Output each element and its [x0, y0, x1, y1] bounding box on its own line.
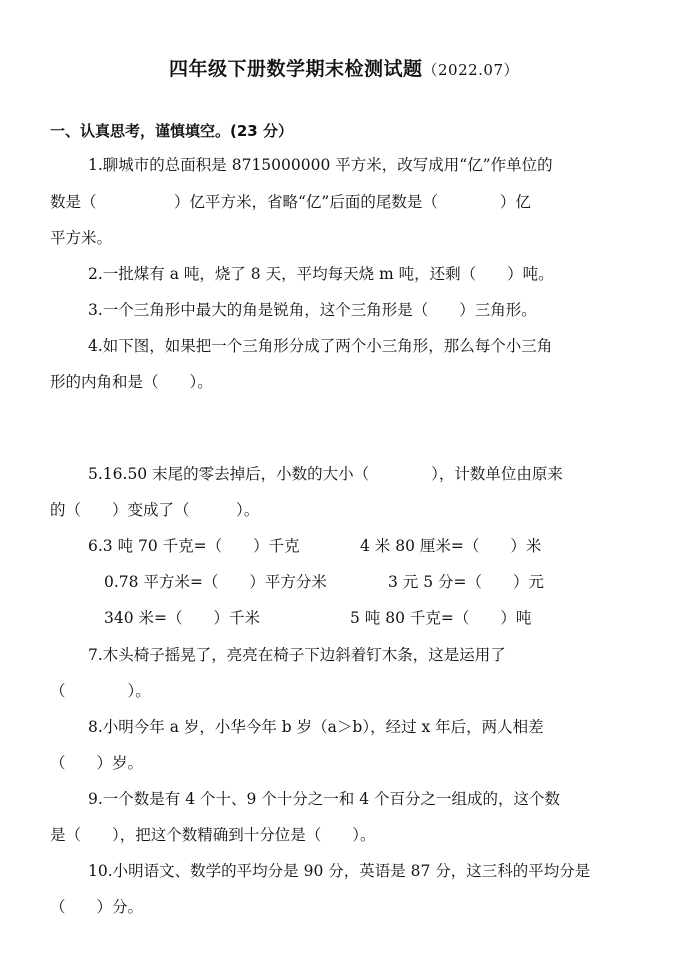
section-heading: 一、认真思考，谨慎填空。(23 分）: [50, 122, 293, 140]
question-6-row-3-right: 5 吨 80 千克=（ ）吨: [350, 609, 532, 627]
question-3: 3.一个三角形中最大的角是锐角，这个三角形是（ ）三角形。: [88, 301, 537, 319]
question-2: 2.一批煤有 a 吨，烧了 8 天，平均每天烧 m 吨，还剩（ ）吨。: [88, 265, 554, 283]
title-text: 四年级下册数学期末检测试题: [168, 58, 423, 80]
question-6-row-2-left: 0.78 平方米=（ ）平方分米: [104, 573, 327, 591]
question-4-line-1: 4.如下图，如果把一个三角形分成了两个小三角形，那么每个小三角: [88, 337, 553, 355]
question-6-row-3-left: 340 米=（ ）千米: [104, 609, 260, 627]
question-6-row-2-right: 3 元 5 分=（ ）元: [388, 573, 544, 591]
question-9-line-1: 9.一个数是有 4 个十、9 个十分之一和 4 个百分之一组成的，这个数: [88, 790, 561, 808]
question-6-row-1-left: 6.3 吨 70 千克=（ ）千克: [88, 537, 300, 555]
page-title: [0, 54, 688, 81]
question-5-line-2: 的（ ）变成了（ ）。: [50, 501, 260, 519]
question-8-line-2: （ ）岁。: [50, 754, 144, 772]
question-5-line-1: 5.16.50 末尾的零去掉后，小数的大小（ ），计数单位由原来: [88, 465, 563, 483]
title-date: （2022.07）: [422, 61, 520, 79]
question-7-line-2: （ ）。: [50, 682, 151, 700]
question-8-line-1: 8.小明今年 a 岁，小华今年 b 岁（a＞b），经过 x 年后，两人相差: [88, 718, 544, 736]
question-1-line-2: 数是（ ）亿平方米，省略“亿”后面的尾数是（ ）亿: [50, 193, 531, 211]
question-6-row-1-right: 4 米 80 厘米=（ ）米: [360, 537, 542, 555]
question-10-line-1: 10.小明语文、数学的平均分是 90 分，英语是 87 分，这三科的平均分是: [88, 862, 591, 880]
question-1-line-1: 1.聊城市的总面积是 8715000000 平方米，改写成用“亿”作单位的: [88, 156, 553, 174]
question-9-line-2: 是（ ），把这个数精确到十分位是（ ）。: [50, 826, 376, 844]
question-7-line-1: 7.木头椅子摇晃了，亮亮在椅子下边斜着钉木条，这是运用了: [88, 646, 506, 664]
question-10-line-2: （ ）分。: [50, 898, 144, 916]
question-1-line-3: 平方米。: [50, 229, 113, 247]
question-4-line-2: 形的内角和是（ ）。: [50, 373, 213, 391]
